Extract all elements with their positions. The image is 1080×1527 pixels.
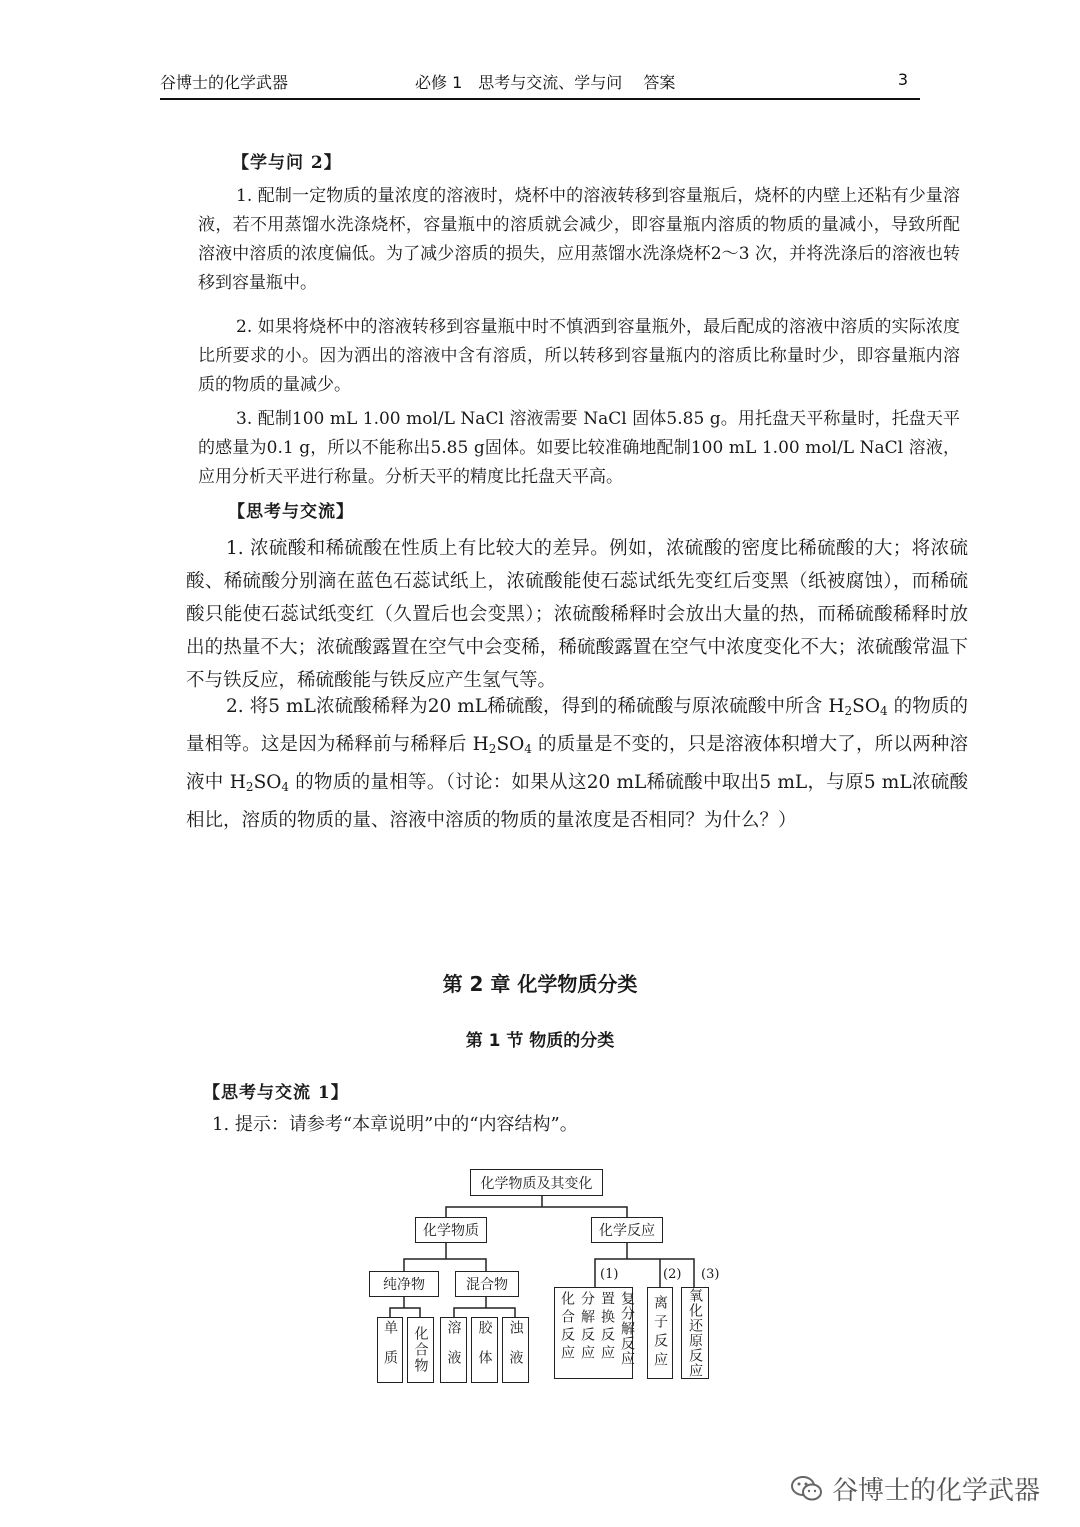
diagram-label-2: (2) [663, 1267, 682, 1282]
diagram-label-3: (3) [701, 1267, 720, 1282]
section-label-sikao1: 【思考与交流 1】 [203, 1083, 349, 1103]
paragraph: 2. 如果将烧杯中的溶液转移到容量瓶中时不慎洒到容量瓶外，最后配成的溶液中溶质的实际浓度比所要求的小。因为洒出的溶液中含有溶质，所以转移到容量瓶内的溶质比称量时少，即容量瓶内溶质的物质的量减少。 [198, 317, 960, 395]
diagram-node-double-decomposition: 复分解反应 [619, 1291, 635, 1366]
diagram-label-1: (1) [600, 1267, 619, 1282]
diagram-node-displacement: 置换反应 [599, 1291, 615, 1363]
diagram-node-element: 单质 [377, 1317, 403, 1383]
diagram-node-combination: 化合反应 [559, 1291, 575, 1363]
diagram-node-root: 化学物质及其变化 [470, 1169, 603, 1196]
diagram-node-redox: 氧化还原反应 [681, 1287, 709, 1379]
paragraph: 1. 浓硫酸和稀硫酸在性质上有比较大的差异。例如，浓硫酸的密度比稀硫酸的大；将浓硫酸、稀硫酸分别滴在蓝色石蕊试纸上，浓硫酸能使石蕊试纸先变红后变黑（纸被腐蚀），而稀硫酸只能使石蕊试纸变红（久置后也会变黑）；浓硫酸稀释时会放出大量的热，而稀硫酸稀释时放出的热量不大；浓硫酸露置在空气中会变稀，稀硫酸露置在空气中浓度变化不大；浓硫酸常温下不与铁反应，稀硫酸能与铁反应产生氢气等。 [186, 538, 968, 691]
diagram-node-mixture: 混合物 [455, 1271, 519, 1297]
paragraph: 3. 配制100 mL 1.00 mol/L NaCl 溶液需要 NaCl 固体5.85 g。用托盘天平称量时，托盘天平的感量为0.1 g，所以不能称出5.85 g固体。如要比较准确地配制100 mL 1.00 mol/L NaCl 溶液，应用分析天平进行称量。分析天平的精度比托盘天平高。 [198, 409, 960, 487]
header-book-title: 谷博士的化学武器 [160, 73, 289, 92]
diagram-node-colloid: 胶体 [471, 1317, 498, 1383]
section-title: 第 1 节 物质的分类 [465, 1031, 615, 1051]
diagram-node-suspension: 浊液 [502, 1317, 529, 1383]
watermark [790, 1470, 1040, 1507]
diagram-node-basic-reactions [554, 1287, 633, 1379]
diagram-node-solution: 溶液 [440, 1317, 467, 1383]
paragraph-h2so4: 2. 将5 mL浓硫酸稀释为20 mL稀硫酸，得到的稀硫酸与原浓硫酸中所含 $H_2SO_4$ 的物质的量相等。这是因为稀释前与稀释后 $H_2SO_4$ 的质量是不变的，只是溶液体积增大了，所以两种溶液中 $H_2SO_4$ 的物质的量相等。（讨论：如果从这20 mL稀硫酸中取出5 mL，与原5 mL浓硫酸相比，溶质的物质的量、溶液中溶质的物质的量浓度是否相同？为什么？） [186, 696, 969, 831]
page-number: 3 [897, 70, 908, 89]
section-label-xueyuwen2: 【学与问 2】 [232, 153, 342, 173]
diagram-node-ionic: 离子反应 [647, 1287, 673, 1379]
diagram-node-compound: 化合物 [407, 1317, 434, 1383]
wechat-icon [790, 1474, 824, 1504]
chapter-title: 第 2 章 化学物质分类 [442, 972, 638, 996]
diagram-node-pure: 纯净物 [369, 1271, 439, 1297]
diagram-node-decomposition: 分解反应 [579, 1291, 595, 1363]
paragraph-hint: 1. 提示：请参考“本章说明”中的“内容结构”。 [212, 1114, 578, 1135]
section-label-sikao: 【思考与交流】 [228, 502, 354, 522]
diagram-node-reaction: 化学反应 [591, 1217, 663, 1243]
diagram-node-substance: 化学物质 [415, 1217, 487, 1243]
paragraph: 1. 配制一定物质的量浓度的溶液时，烧杯中的溶液转移到容量瓶后，烧杯的内壁上还粘有少量溶液，若不用蒸馏水洗涤烧杯，容量瓶中的溶质就会减少，即容量瓶内溶质的物质的量减小，导致所配溶液中溶质的浓度偏低。为了减少溶质的损失，应用蒸馏水洗涤烧杯2～3 次，并将洗涤后的溶液也转移到容量瓶中。 [198, 186, 960, 293]
header-section-title: 必修 1 思考与交流、学与问 答案 [415, 73, 676, 92]
watermark-text: 谷博士的化学武器 [831, 1476, 1040, 1506]
